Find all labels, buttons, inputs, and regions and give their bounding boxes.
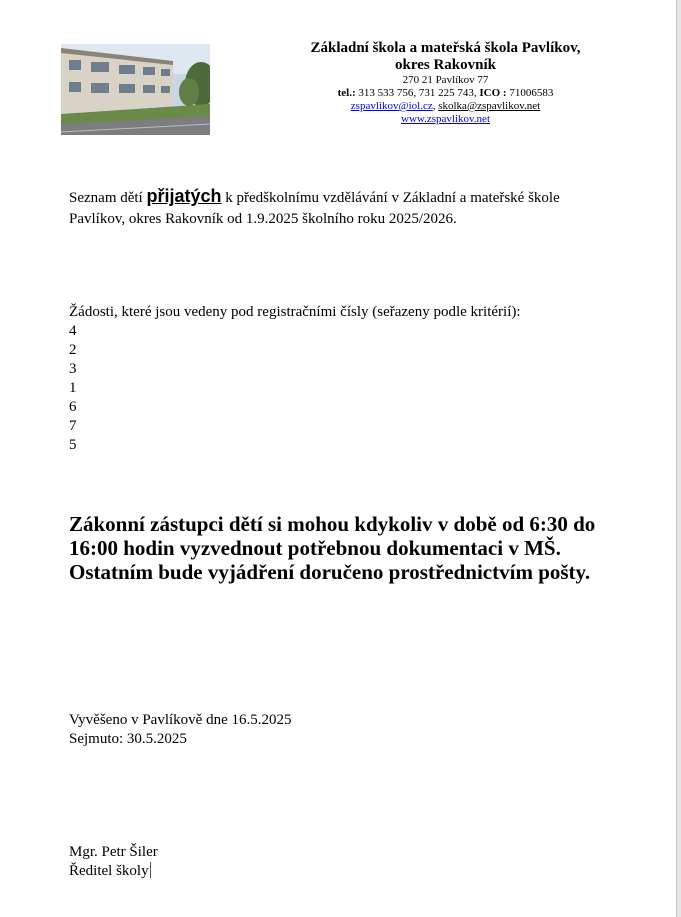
posted-date: Vyvěšeno v Pavlíkově dne 16.5.2025: [69, 712, 292, 728]
school-name-line1: Základní škola a mateřská škola Pavlíkov,: [310, 40, 581, 56]
email-separator: ,: [432, 100, 439, 112]
page-edge: [676, 0, 681, 917]
registration-number: 6: [69, 399, 77, 415]
contact-line: [268, 87, 623, 100]
registration-number: 5: [69, 437, 77, 453]
tel-numbers: 313 533 756, 731 225 743,: [355, 87, 480, 99]
requests-section: [69, 303, 589, 455]
signature-block: [69, 843, 158, 881]
requests-heading: Žádosti, které jsou vedeny pod registračními čísly (seřazeny podle kritérií):: [69, 304, 521, 320]
ico-label: ICO :: [479, 87, 507, 99]
removed-date: Sejmuto: 30.5.2025: [69, 731, 187, 747]
school-building-photo: [61, 44, 210, 135]
email-link-skolka[interactable]: skolka@zspavlikov.net: [438, 100, 541, 112]
registration-number: 2: [69, 342, 77, 358]
pickup-notice: Zákonní zástupci dětí si mohou kdykoliv v době od 6:30 do 16:00 hodin vyzvednout potřebnou dokumentaci v MŠ. Ostatním bude vyjádření doručeno prostřednictvím pošty.: [69, 512, 596, 584]
website-link[interactable]: www.zspavlikov.net: [401, 113, 490, 125]
school-header: [268, 40, 623, 126]
ico-value: 71006583: [506, 87, 554, 99]
signatory-title: Ředitel školy: [69, 863, 149, 879]
website-line: [268, 113, 623, 126]
email-link-zs[interactable]: zspavlikov@iol.cz: [350, 100, 433, 112]
signatory-name: Mgr. Petr Šiler: [69, 844, 158, 860]
intro-before: Seznam dětí: [69, 190, 147, 206]
registration-number: 3: [69, 361, 77, 377]
intro-paragraph: [69, 186, 589, 230]
registration-number: 7: [69, 418, 77, 434]
text-cursor: [150, 862, 151, 878]
tel-label: tel.:: [337, 87, 356, 99]
school-address: 270 21 Pavlíkov 77: [402, 74, 489, 86]
intro-after: k předškolnímu vzdělávání v Základní a mateřské škole Pavlíkov, okres Rakovník od 1.9.2025 školního roku 2025/2026.: [69, 190, 560, 227]
school-name-line2: okres Rakovník: [394, 57, 496, 73]
email-line: [268, 100, 623, 113]
signatory-title-line[interactable]: [69, 862, 158, 881]
intro-highlight-accepted: přijatých: [146, 186, 222, 206]
posting-dates: [69, 711, 291, 749]
registration-number: 1: [69, 380, 77, 396]
registration-number: 4: [69, 323, 77, 339]
